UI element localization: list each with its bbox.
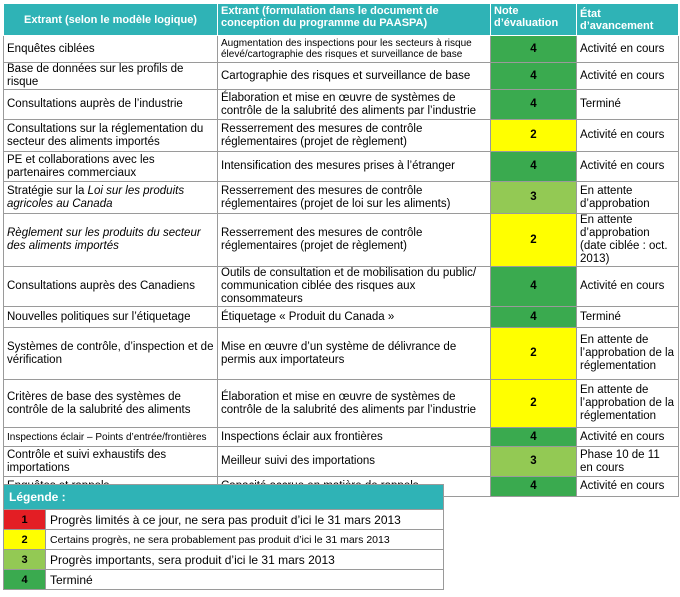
legend-item xyxy=(4,550,444,570)
formulation-cell: Élaboration et mise en œuvre de systèmes de contrôle de la salubrité des aliments par l’industrie xyxy=(218,90,491,120)
rating-cell: 4 xyxy=(491,428,577,447)
formulation-cell: Mise en œuvre d’un système de délivrance de permis aux importateurs xyxy=(218,328,491,380)
status-cell: Terminé xyxy=(577,90,679,120)
formulation-cell: Resserrement des mesures de contrôle réglementaires (projet de loi sur les aliments) xyxy=(218,182,491,214)
status-cell: Activité en cours xyxy=(577,152,679,182)
legend-item xyxy=(4,570,444,590)
legend-table xyxy=(3,484,444,590)
output-cell xyxy=(4,182,218,214)
table-row xyxy=(4,267,679,307)
output-cell: Enquêtes ciblées xyxy=(4,36,218,63)
formulation-cell: Outils de consultation et de mobilisation du public/ communication ciblée des risques aux consommateurs xyxy=(218,267,491,307)
legend-text: Progrès importants, sera produit d’ici le 31 mars 2013 xyxy=(46,550,444,570)
rating-cell: 2 xyxy=(491,380,577,428)
table-row xyxy=(4,307,679,328)
formulation-cell: Inspections éclair aux frontières xyxy=(218,428,491,447)
formulation-cell: Meilleur suivi des importations xyxy=(218,447,491,477)
rating-cell: 2 xyxy=(491,120,577,152)
rating-cell: 4 xyxy=(491,36,577,63)
legend-swatch-1: 1 xyxy=(4,510,46,530)
status-cell: Phase 10 de 11 en cours xyxy=(577,447,679,477)
output-cell: Consultations auprès de l’industrie xyxy=(4,90,218,120)
status-cell: En attente d’approbation (date ciblée : oct. 2013) xyxy=(577,214,679,267)
rating-cell: 4 xyxy=(491,267,577,307)
output-text: Stratégie sur la xyxy=(7,184,88,197)
output-cell: Systèmes de contrôle, d’inspection et de vérification xyxy=(4,328,218,380)
formulation-cell: Élaboration et mise en œuvre de systèmes de contrôle de la salubrité des aliments par l’industrie xyxy=(218,380,491,428)
output-cell: Inspections éclair – Points d’entrée/frontières xyxy=(4,428,218,447)
rating-cell: 4 xyxy=(491,307,577,328)
rating-cell: 2 xyxy=(491,328,577,380)
output-italic-text: Loi sur les produits agricoles au Canada xyxy=(7,184,185,210)
output-cell: Consultations sur la réglementation du secteur des aliments importés xyxy=(4,120,218,152)
formulation-cell: Resserrement des mesures de contrôle réglementaires (projet de règlement) xyxy=(218,214,491,267)
table-row xyxy=(4,182,679,214)
output-cell: Base de données sur les profils de risque xyxy=(4,63,218,90)
status-cell: En attente de l’approbation de la réglementation xyxy=(577,380,679,428)
table-row xyxy=(4,214,679,267)
header-formulation: Extrant (formulation dans le document de conception du programme du PAASPA) xyxy=(218,4,491,36)
legend-swatch-2: 2 xyxy=(4,530,46,550)
table-row xyxy=(4,63,679,90)
table-row xyxy=(4,328,679,380)
rating-cell: 3 xyxy=(491,447,577,477)
table-row xyxy=(4,90,679,120)
status-cell: Activité en cours xyxy=(577,477,679,497)
output-cell: Critères de base des systèmes de contrôle de la salubrité des aliments xyxy=(4,380,218,428)
table-row xyxy=(4,428,679,447)
rating-cell: 4 xyxy=(491,63,577,90)
output-cell: Nouvelles politiques sur l’étiquetage xyxy=(4,307,218,328)
legend-text: Certains progrès, ne sera probablement pas produit d’ici le 31 mars 2013 xyxy=(46,530,444,550)
formulation-cell: Étiquetage « Produit du Canada » xyxy=(218,307,491,328)
formulation-cell: Intensification des mesures prises à l’étranger xyxy=(218,152,491,182)
header-status: État d’avancement xyxy=(577,4,679,36)
legend-text: Progrès limités à ce jour, ne sera pas produit d’ici le 31 mars 2013 xyxy=(46,510,444,530)
formulation-cell: Cartographie des risques et surveillance de base xyxy=(218,63,491,90)
status-cell: En attente d’approbation xyxy=(577,182,679,214)
status-cell: Activité en cours xyxy=(577,63,679,90)
rating-cell: 4 xyxy=(491,477,577,497)
legend-title: Légende : xyxy=(4,485,444,510)
status-cell: Activité en cours xyxy=(577,267,679,307)
header-output: Extrant (selon le modèle logique) xyxy=(4,4,218,36)
legend-item xyxy=(4,530,444,550)
output-cell: Contrôle et suivi exhaustifs des importations xyxy=(4,447,218,477)
status-cell: Activité en cours xyxy=(577,36,679,63)
formulation-cell: Augmentation des inspections pour les secteurs à risque élevé/cartographie des risques et surveillance de base xyxy=(218,36,491,63)
legend-swatch-4: 4 xyxy=(4,570,46,590)
output-cell: Règlement sur les produits du secteur des aliments importés xyxy=(4,214,218,267)
legend-item xyxy=(4,510,444,530)
table-row xyxy=(4,380,679,428)
output-cell: Consultations auprès des Canadiens xyxy=(4,267,218,307)
progress-table xyxy=(3,3,679,497)
header-rating: Note d’évaluation xyxy=(491,4,577,36)
output-cell: PE et collaborations avec les partenaires commerciaux xyxy=(4,152,218,182)
legend-swatch-3: 3 xyxy=(4,550,46,570)
rating-cell: 4 xyxy=(491,152,577,182)
status-cell: Activité en cours xyxy=(577,428,679,447)
rating-cell: 2 xyxy=(491,214,577,267)
formulation-cell: Resserrement des mesures de contrôle réglementaires (projet de règlement) xyxy=(218,120,491,152)
status-cell: En attente de l’approbation de la réglementation xyxy=(577,328,679,380)
table-row xyxy=(4,120,679,152)
legend-text: Terminé xyxy=(46,570,444,590)
rating-cell: 3 xyxy=(491,182,577,214)
rating-cell: 4 xyxy=(491,90,577,120)
status-cell: Activité en cours xyxy=(577,120,679,152)
table-row xyxy=(4,447,679,477)
table-row xyxy=(4,152,679,182)
table-row xyxy=(4,36,679,63)
status-cell: Terminé xyxy=(577,307,679,328)
